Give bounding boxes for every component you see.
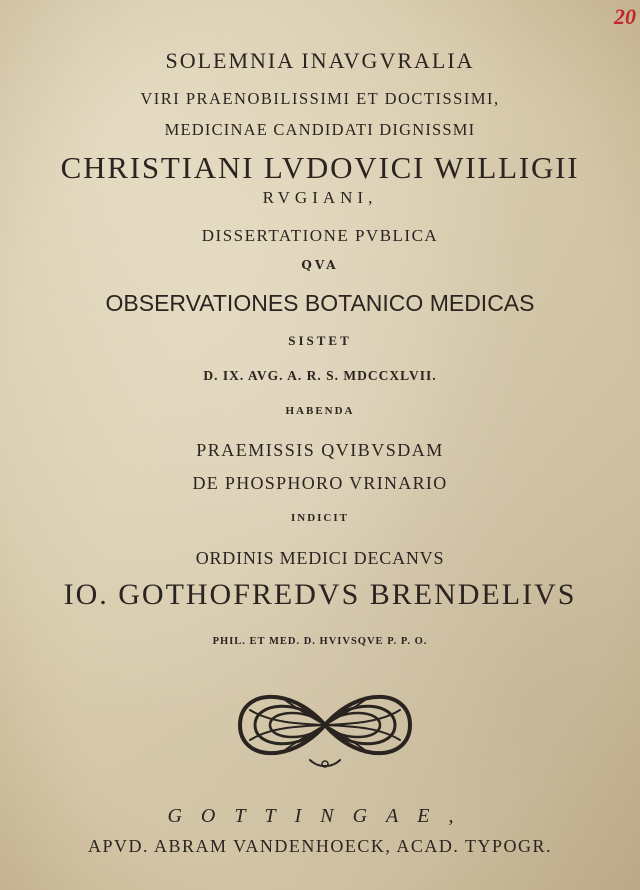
title-line-ordinis: ORDINIS MEDICI DECANVS: [195, 548, 445, 568]
title-line-medicinae: MEDICINAE CANDIDATI DIGNISSMI: [164, 120, 476, 139]
dean-titles: PHIL. ET MED. D. HVIVSQVE P. P. O.: [212, 636, 428, 647]
title-line-praemissis: PRAEMISSIS QVIBVSDAM: [196, 440, 444, 460]
title-line-sistet: SISTET: [288, 333, 352, 348]
imprint-printer: APVD. ABRAM VANDENHOECK, ACAD. TYPOGR.: [87, 836, 553, 856]
knotwork-ornament-icon: [230, 680, 420, 770]
dissertation-title: OBSERVATIONES BOTANICO MEDICAS: [105, 290, 535, 316]
candidate-name: CHRISTIANI LVDOVICI WILLIGII: [60, 150, 580, 185]
title-line-solemnia: SOLEMNIA INAVGVRALIA: [165, 48, 475, 73]
title-line-viri: VIRI PRAENOBILISSIMI ET DOCTISSIMI,: [140, 89, 500, 108]
title-line-habenda: HABENDA: [285, 405, 355, 417]
handwritten-annotation: 20: [614, 4, 636, 29]
imprint-city: GOTTINGAE,: [167, 805, 473, 827]
candidate-origin: RVGIANI,: [262, 188, 378, 207]
title-line-qva: QVA: [301, 258, 339, 272]
title-line-dissertatione: DISSERTATIONE PVBLICA: [201, 226, 439, 245]
defense-date: D. IX. AVG. A. R. S. MDCCXLVII.: [203, 368, 437, 383]
title-line-phosphoro: DE PHOSPHORO VRINARIO: [192, 473, 448, 493]
title-line-indicit: INDICIT: [290, 512, 349, 524]
dean-name: IO. GOTHOFREDVS BRENDELIVS: [63, 578, 577, 611]
